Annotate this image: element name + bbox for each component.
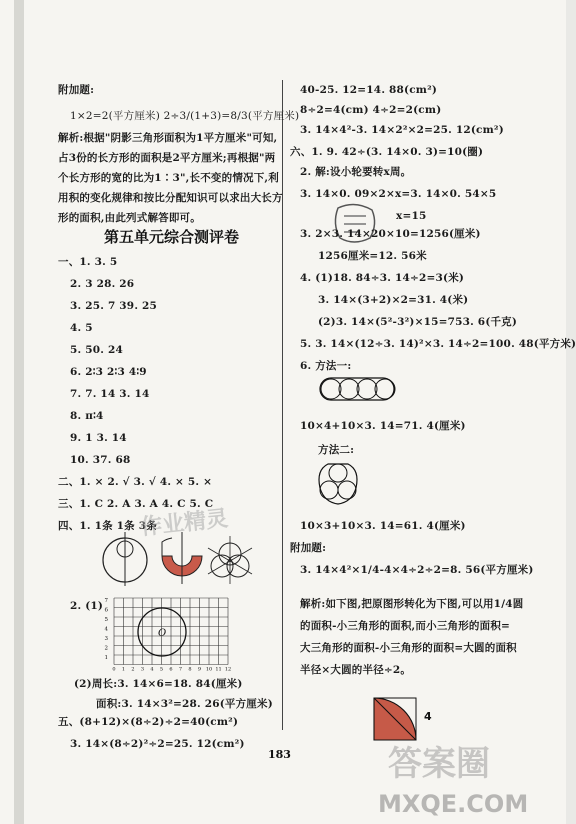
extra-question-title: 附加题: — [290, 542, 327, 554]
grid-x-tick: 1 — [121, 666, 126, 673]
three-circles-figure — [314, 460, 362, 506]
extra-question-title: 附加题: — [58, 84, 95, 96]
binding-edge — [14, 0, 24, 824]
page-number: 183 — [268, 748, 291, 761]
watermark: 作业精灵 — [139, 506, 230, 541]
choice-answers: 三、1. C 2. A 3. A 4. C 5. C — [58, 498, 214, 510]
answer-line: 5. 3. 14×(12÷3. 14)²×3. 14÷2=100. 48(平方米) — [300, 338, 576, 350]
side-length-label: 4 — [424, 710, 432, 723]
answer-line: 一、1. 3. 5 — [58, 256, 118, 268]
grid-x-tick: 8 — [188, 666, 192, 673]
grid-x-tick: 0 — [112, 666, 116, 673]
coordinate-grid — [90, 596, 250, 673]
answer-line: 9. 1 3. 14 — [70, 432, 127, 444]
unit-test-title: 第五单元综合测评卷 — [104, 228, 240, 246]
analysis-line: 大三角形的面积-小三角形的面积=大圆的面积 — [300, 642, 517, 654]
analysis-line: 解析:根据"阴影三角形面积为1平方厘米"可知, — [58, 132, 278, 144]
four-circles-figure — [318, 376, 398, 402]
answer-line: 3. 25. 7 39. 25 — [70, 300, 158, 312]
grid-y-tick: 2 — [104, 645, 108, 652]
grid-y-tick: 1 — [104, 655, 108, 661]
answer-line: 6. 2∶3 2∶3 4∶9 — [70, 366, 147, 378]
grid-y-ticks — [105, 598, 109, 661]
answer-line: 3. 14×4²-3. 14×2²×2=25. 12(cm²) — [300, 124, 504, 136]
grid-x-tick: 2 — [131, 666, 135, 673]
method-one-label: 6. 方法一: — [300, 360, 352, 372]
answer-line: 10. 37. 68 — [70, 454, 131, 466]
answer-line: 2. 3 28. 26 — [70, 278, 135, 290]
symmetry-answers: 四、1. 1条 1条 3条 — [58, 520, 157, 532]
answer-line: x=15 — [396, 210, 427, 222]
answer-line: 10×4+10×3. 14=71. 4(厘米) — [300, 420, 466, 432]
grid-y-tick: 7 — [104, 598, 108, 604]
grid-y-tick: 3 — [104, 636, 108, 642]
answer-line: 3. 2×3. 14×20×10=1256(厘米) — [300, 228, 481, 240]
circle-with-line-figure — [103, 532, 147, 586]
grid-x-tick: 11 — [215, 666, 222, 673]
answer-line: 4. (1)18. 84÷3. 14÷2=3(米) — [300, 272, 465, 284]
analysis-line: 半径×大圆的半径÷2。 — [300, 664, 412, 676]
answer-line: 3. 14×4²×1/4-4×4÷2÷2=8. 56(平方厘米) — [300, 564, 534, 576]
answer-line: 40-25. 12=14. 88(cm²) — [300, 84, 438, 96]
answer-line: 2. 解:设小轮要转x周。 — [300, 166, 412, 178]
grid-x-tick: 7 — [178, 666, 183, 673]
grid-x-tick: 10 — [205, 666, 213, 673]
answer-line: 五、(8+12)×(8÷2)÷2=40(cm²) — [58, 716, 239, 728]
grid-x-tick: 5 — [159, 666, 164, 673]
grid-x-tick: 3 — [140, 666, 145, 673]
analysis-line: 个长方形的宽的比为1∶3",长不变的情况下,利 — [58, 172, 279, 184]
analysis-line: 占3份的长方形的面积是2平方厘米;再根据"两 — [58, 152, 276, 164]
grid-y-tick: 4 — [104, 626, 108, 633]
answer-line: 3. 14×0. 09×2×x=3. 14×0. 54×5 — [300, 188, 497, 200]
shaded-semicircle-figure — [162, 532, 202, 584]
analysis-line: 解析:如下图,把原图形转化为下图,可以用1/4圆 — [300, 598, 524, 610]
answer-line: 六、1. 9. 42÷(3. 14×0. 3)=10(圈) — [290, 146, 484, 158]
column-divider — [282, 80, 283, 730]
grid-question-label: 2. (1) — [70, 600, 104, 612]
grid-x-ticks — [112, 667, 231, 673]
analysis-line: 形的面积,由此列式解答即可。 — [58, 212, 201, 224]
answer-line: 8. π∶4 — [70, 410, 104, 422]
three-circle-figure — [208, 536, 252, 584]
answer-line: 10×3+10×3. 14=61. 4(厘米) — [300, 520, 466, 532]
analysis-line: 的面积-小三角形的面积,而小三角形的面积= — [300, 620, 511, 632]
answer-line: 3. 14×(3+2)×2=31. 4(米) — [318, 294, 469, 306]
answer-line: 8÷2=4(cm) 4÷2=2(cm) — [300, 104, 442, 116]
circle-center-label: O — [158, 628, 167, 639]
watermark: 答案圈 — [388, 744, 490, 784]
symmetry-figures — [100, 530, 260, 588]
perimeter-answer: (2)周长:3. 14×6=18. 84(厘米) — [74, 678, 243, 690]
grid-x-tick: 9 — [197, 666, 202, 673]
analysis-line: 用积的变化规律和按比分配知识可以求出大长方 — [58, 192, 283, 204]
answer-line: 1256厘米=12. 56米 — [318, 250, 427, 262]
answer-line: (2)3. 14×(5²-3²)×15=753. 6(千克) — [318, 316, 518, 328]
method-two-label: 方法二: — [318, 444, 355, 456]
area-answer: 面积:3. 14×3²=28. 26(平方厘米) — [96, 698, 273, 710]
grid-x-tick: 12 — [224, 666, 232, 673]
true-false-answers: 二、1. × 2. √ 3. √ 4. × 5. × — [58, 476, 213, 488]
extra-answer-equation: 1×2=2(平方厘米) 2÷3/(1+3)=8/3(平方厘米) — [70, 110, 300, 122]
quarter-circle-figure — [372, 684, 462, 744]
answer-line: 4. 5 — [70, 322, 93, 334]
grid-y-tick: 5 — [104, 617, 108, 623]
answer-line: 5. 50. 24 — [70, 344, 123, 356]
watermark: MXQE.COM — [378, 790, 529, 818]
grid-y-tick: 6 — [104, 607, 108, 614]
answer-line: 7. 7. 14 3. 14 — [70, 388, 150, 400]
grid-x-tick: 4 — [150, 666, 154, 673]
grid-x-tick: 6 — [169, 666, 173, 673]
answer-line: 3. 14×(8÷2)²÷2=25. 12(cm²) — [70, 738, 245, 750]
